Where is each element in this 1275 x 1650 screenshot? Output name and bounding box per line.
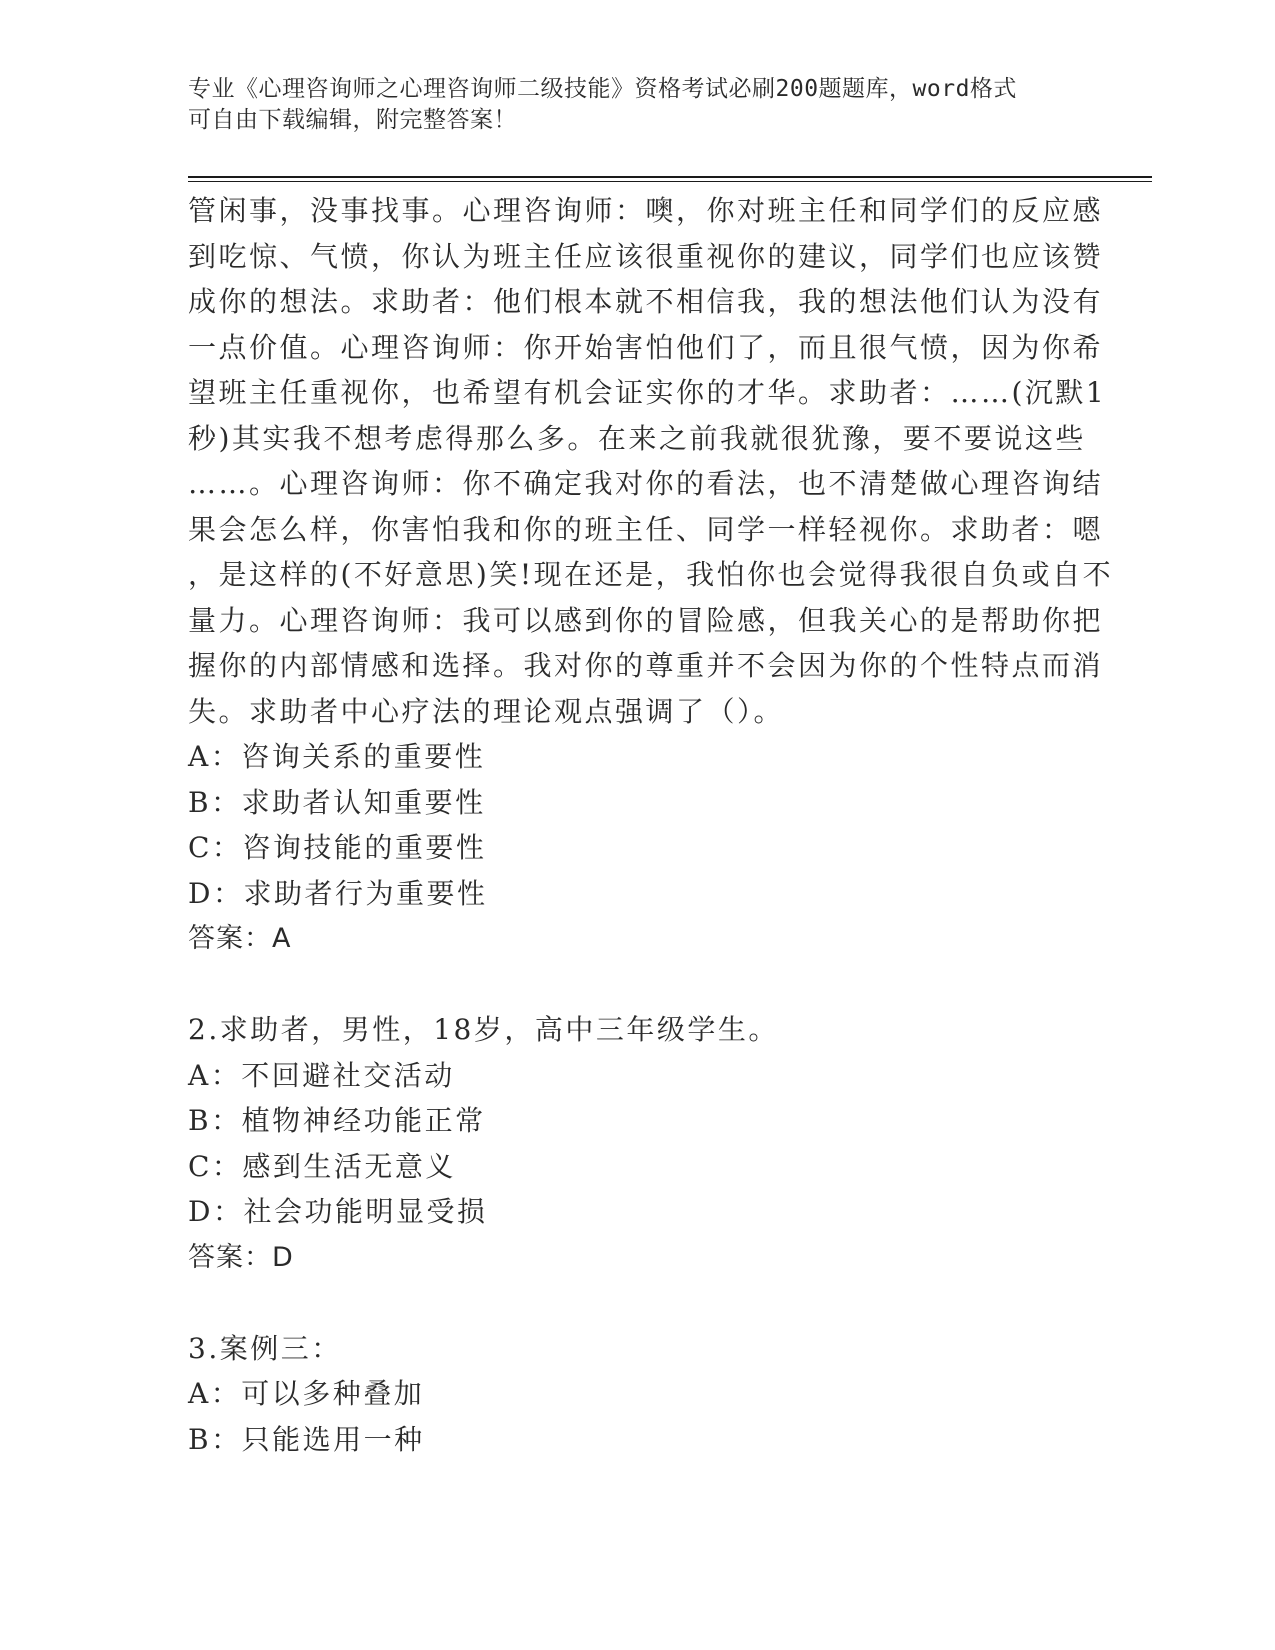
page-header: [188, 74, 1068, 136]
question-1-line: ，是这样的(不好意思)笑!现在还是，我怕你也会觉得我很自负或自不: [188, 558, 1114, 591]
question-2-option-c: C：感到生活无意义: [188, 1149, 456, 1183]
question-2-option-a: A：不回避社交活动: [188, 1058, 455, 1092]
question-1-line: 果会怎么样，你害怕我和你的班主任、同学一样轻视你。求助者：嗯: [188, 512, 1104, 546]
header-title-line-2: 可自由下载编辑，附完整答案！: [188, 107, 517, 133]
question-1-line: 一点价值。心理咨询师：你开始害怕他们了，而且很气愤，因为你希: [188, 330, 1104, 364]
question-1-line: 失。求助者中心疗法的理论观点强调了（）。: [188, 694, 785, 728]
question-1-option-d: D：求助者行为重要性: [188, 876, 488, 910]
question-2-option-d: D：社会功能明显受损: [188, 1195, 488, 1228]
question-2-option-b: B：植物神经功能正常: [188, 1104, 486, 1137]
question-1-option-a: A：咨询关系的重要性: [188, 740, 486, 773]
question-1-line: 量力。心理咨询师：我可以感到你的冒险感，但我关心的是帮助你把: [188, 603, 1104, 637]
question-1-answer: 答案：A: [188, 923, 292, 954]
question-1-line: 秒)其实我不想考虑得那么多。在来之前我就很犹豫，要不要说这些: [188, 421, 1086, 455]
question-3-stem: 3.案例三：: [188, 1331, 342, 1365]
question-list: [188, 188, 1114, 1462]
header-divider-thin: [188, 181, 1152, 182]
question-1-option-b: B：求助者认知重要性: [188, 785, 486, 819]
spacer: [188, 962, 1088, 1008]
question-1-line: 成你的想法。求助者：他们根本就不相信我，我的想法他们认为没有: [188, 285, 1104, 318]
question-1-text: [188, 188, 1114, 734]
question-1-line: 望班主任重视你，也希望有机会证实你的才华。求助者：……(沉默1: [188, 376, 1107, 409]
question-1-line: 到吃惊、气愤，你认为班主任应该很重视你的建议，同学们也应该赞: [188, 239, 1104, 273]
spacer: [188, 1280, 1088, 1326]
question-1-option-c: C：咨询技能的重要性: [188, 831, 487, 864]
question-1-line: 握你的内部情感和选择。我对你的尊重并不会因为你的个性特点而消: [188, 649, 1104, 682]
question-1-line: ……。心理咨询师：你不确定我对你的看法，也不清楚做心理咨询结: [188, 467, 1104, 500]
question-2-answer: 答案：D: [188, 1241, 294, 1273]
question-3-option-a: A：可以多种叠加: [188, 1377, 425, 1410]
header-divider-thick: [188, 176, 1152, 178]
question-1-line: 管闲事，没事找事。心理咨询师：噢，你对班主任和同学们的反应感: [188, 194, 1104, 227]
question-3-option-b: B：只能选用一种: [188, 1422, 425, 1456]
question-2-stem: 2.求助者，男性，18岁，高中三年级学生。: [188, 1013, 779, 1046]
header-title-line-1: 专业《心理咨询师之心理咨询师二级技能》资格考试必刷200题题库，word格式: [188, 76, 1017, 102]
